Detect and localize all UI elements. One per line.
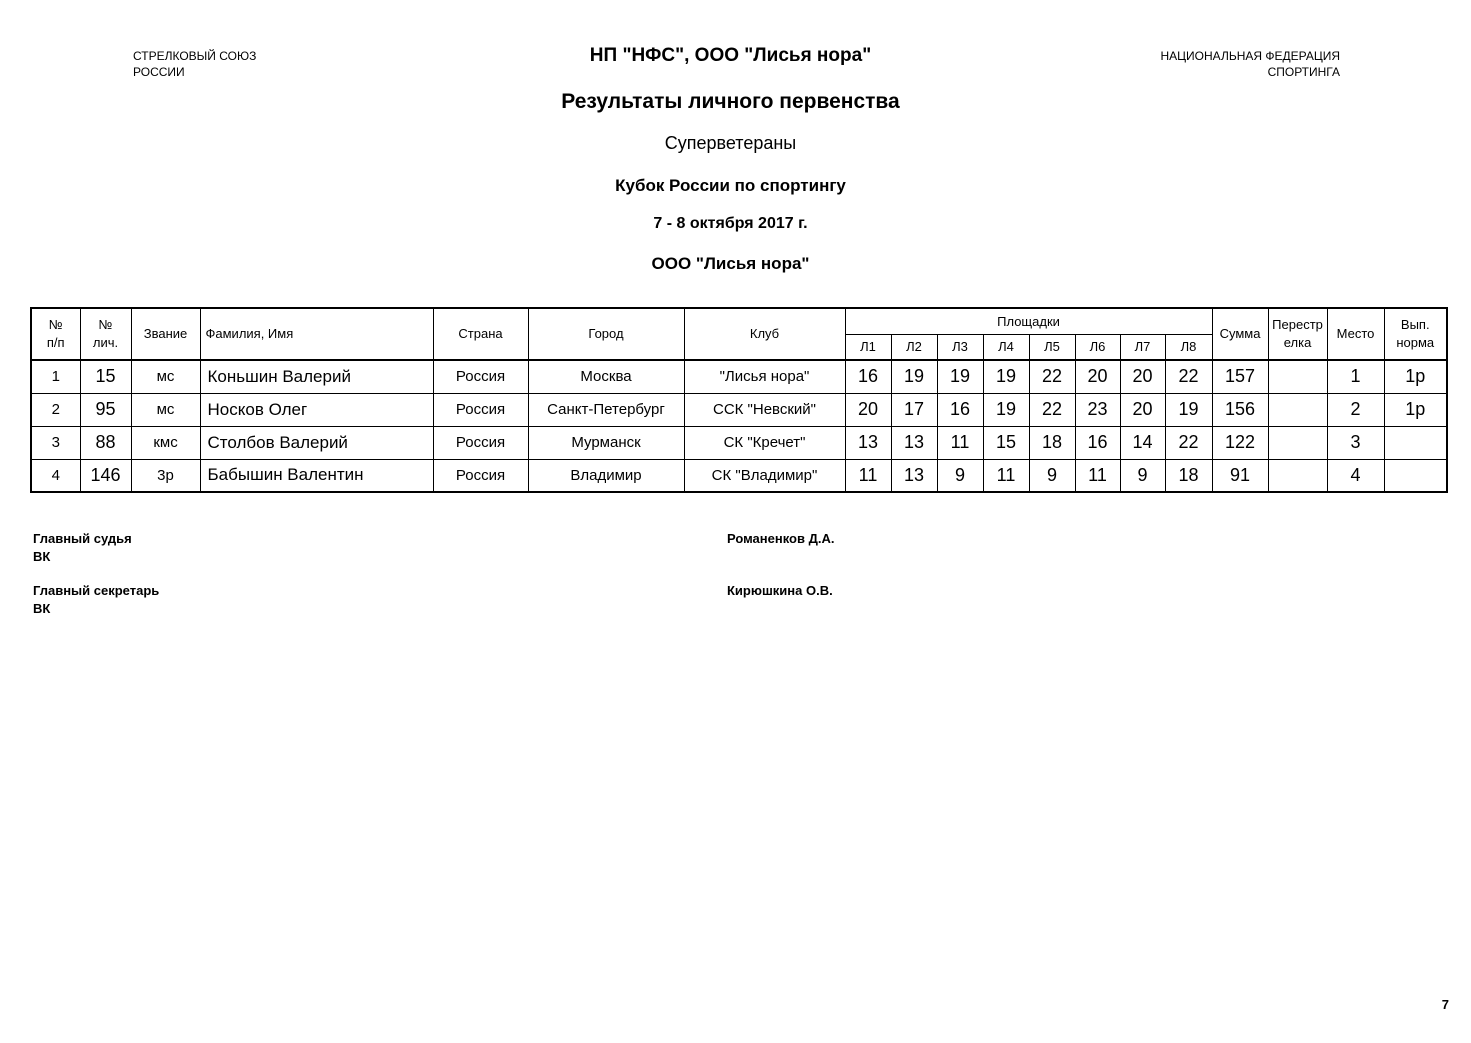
- chief-judge-category: ВК: [33, 549, 51, 564]
- page-number: 7: [1441, 997, 1449, 1012]
- col-header-norm: Вып. норма: [1384, 308, 1447, 360]
- cell-score: 16: [1075, 426, 1120, 459]
- cell-score: 11: [983, 459, 1029, 492]
- cell-place: 2: [1327, 393, 1384, 426]
- cell-score: 19: [891, 360, 937, 393]
- col-header-country: Страна: [433, 308, 528, 360]
- cell-score: 19: [983, 360, 1029, 393]
- cell-score: 20: [1075, 360, 1120, 393]
- cell-score: 13: [891, 459, 937, 492]
- cell-score: 19: [937, 360, 983, 393]
- cell-norm: 1р: [1384, 393, 1447, 426]
- cell-score: 14: [1120, 426, 1165, 459]
- col-header-station-4: Л4: [983, 335, 1029, 361]
- col-header-name: Фамилия, Имя: [200, 308, 433, 360]
- cell-shootoff: [1268, 360, 1327, 393]
- col-header-sum: Сумма: [1212, 308, 1268, 360]
- col-header-station-2: Л2: [891, 335, 937, 361]
- cell-license: 95: [80, 393, 131, 426]
- cell-score: 16: [845, 360, 891, 393]
- cell-place: 1: [1327, 360, 1384, 393]
- table-row: [31, 393, 1447, 426]
- cell-city: Владимир: [528, 459, 684, 492]
- cell-country: Россия: [433, 426, 528, 459]
- cell-score: 20: [1120, 393, 1165, 426]
- cell-license: 88: [80, 426, 131, 459]
- cell-score: 22: [1029, 393, 1075, 426]
- cell-rank: кмс: [131, 426, 200, 459]
- cell-sum: 157: [1212, 360, 1268, 393]
- col-header-station-8: Л8: [1165, 335, 1212, 361]
- cell-shootoff: [1268, 459, 1327, 492]
- cell-score: 19: [983, 393, 1029, 426]
- cell-score: 18: [1165, 459, 1212, 492]
- results-table: [30, 307, 1448, 493]
- col-header-station-7: Л7: [1120, 335, 1165, 361]
- cell-shootoff: [1268, 393, 1327, 426]
- cell-shootoff: [1268, 426, 1327, 459]
- cell-club: СК "Кречет": [684, 426, 845, 459]
- cell-name: Столбов Валерий: [200, 426, 433, 459]
- org-left-line1: СТРЕЛКОВЫЙ СОЮЗ: [133, 49, 257, 63]
- cell-country: Россия: [433, 393, 528, 426]
- cell-score: 19: [1165, 393, 1212, 426]
- col-header-club: Клуб: [684, 308, 845, 360]
- chief-judge-label: Главный судья: [33, 531, 132, 546]
- cell-num: 3: [31, 426, 80, 459]
- col-header-stations: Площадки: [845, 308, 1212, 335]
- col-header-license: № лич.: [80, 308, 131, 360]
- cell-num: 4: [31, 459, 80, 492]
- cell-score: 22: [1165, 426, 1212, 459]
- cell-score: 9: [1029, 459, 1075, 492]
- col-header-station-5: Л5: [1029, 335, 1075, 361]
- cell-rank: мс: [131, 360, 200, 393]
- cell-num: 1: [31, 360, 80, 393]
- event-date: 7 - 8 октября 2017 г.: [653, 215, 808, 232]
- chief-judge-name: Романенков Д.А.: [727, 531, 835, 546]
- cell-norm: 1р: [1384, 360, 1447, 393]
- cell-club: ССК "Невский": [684, 393, 845, 426]
- cell-place: 4: [1327, 459, 1384, 492]
- cell-name: Носков Олег: [200, 393, 433, 426]
- cell-score: 20: [1120, 360, 1165, 393]
- cell-num: 2: [31, 393, 80, 426]
- cell-score: 22: [1029, 360, 1075, 393]
- org-right-line1: НАЦИОНАЛЬНАЯ ФЕДЕРАЦИЯ: [1160, 49, 1340, 63]
- cell-sum: 122: [1212, 426, 1268, 459]
- cell-name: Бабышин Валентин: [200, 459, 433, 492]
- cell-score: 18: [1029, 426, 1075, 459]
- col-header-station-1: Л1: [845, 335, 891, 361]
- cell-score: 17: [891, 393, 937, 426]
- cell-city: Мурманск: [528, 426, 684, 459]
- cell-score: 13: [845, 426, 891, 459]
- event-title: Кубок России по спортингу: [615, 176, 846, 195]
- org-left-line2: РОССИИ: [133, 65, 185, 79]
- cell-norm: [1384, 426, 1447, 459]
- cell-rank: мс: [131, 393, 200, 426]
- cell-score: 9: [1120, 459, 1165, 492]
- cell-norm: [1384, 459, 1447, 492]
- cell-score: 11: [937, 426, 983, 459]
- chief-judge: [33, 530, 132, 566]
- cell-country: Россия: [433, 360, 528, 393]
- cell-score: 9: [937, 459, 983, 492]
- org-right-line2: СПОРТИНГА: [1267, 65, 1340, 79]
- cell-license: 15: [80, 360, 131, 393]
- cell-sum: 91: [1212, 459, 1268, 492]
- cell-score: 23: [1075, 393, 1120, 426]
- cell-score: 16: [937, 393, 983, 426]
- cell-score: 11: [1075, 459, 1120, 492]
- table-row: [31, 459, 1447, 492]
- col-header-num: № п/п: [31, 308, 80, 360]
- cell-license: 146: [80, 459, 131, 492]
- chief-secretary-name: Кирюшкина О.В.: [727, 583, 833, 598]
- cell-place: 3: [1327, 426, 1384, 459]
- organizers-title: НП "НФС", ООО "Лисья нора": [589, 45, 872, 66]
- event-venue: ООО "Лисья нора": [651, 254, 810, 273]
- cell-score: 11: [845, 459, 891, 492]
- chief-secretary-category: ВК: [33, 601, 51, 616]
- col-header-rank: Звание: [131, 308, 200, 360]
- chief-secretary: [33, 582, 159, 618]
- cell-country: Россия: [433, 459, 528, 492]
- cell-club: "Лисья нора": [684, 360, 845, 393]
- cell-score: 22: [1165, 360, 1212, 393]
- col-header-station-6: Л6: [1075, 335, 1120, 361]
- col-header-city: Город: [528, 308, 684, 360]
- cell-name: Коньшин Валерий: [200, 360, 433, 393]
- cell-rank: 3р: [131, 459, 200, 492]
- cell-club: СК "Владимир": [684, 459, 845, 492]
- category-title: Суперветераны: [664, 133, 797, 153]
- cell-score: 15: [983, 426, 1029, 459]
- document-title: Результаты личного первенства: [561, 90, 900, 113]
- cell-score: 13: [891, 426, 937, 459]
- cell-city: Москва: [528, 360, 684, 393]
- col-header-shootoff: Перестр елка: [1268, 308, 1327, 360]
- cell-sum: 156: [1212, 393, 1268, 426]
- table-row: [31, 426, 1447, 459]
- cell-city: Санкт-Петербург: [528, 393, 684, 426]
- col-header-station-3: Л3: [937, 335, 983, 361]
- table-row: [31, 360, 1447, 393]
- col-header-place: Место: [1327, 308, 1384, 360]
- chief-secretary-label: Главный секретарь: [33, 583, 160, 598]
- cell-score: 20: [845, 393, 891, 426]
